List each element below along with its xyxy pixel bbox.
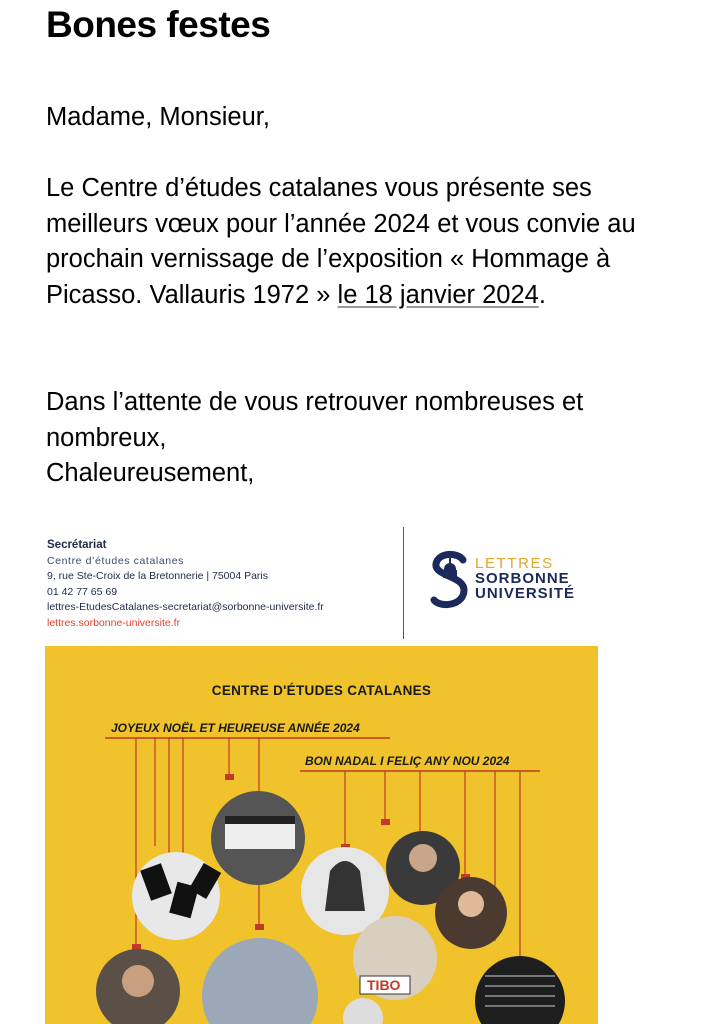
signature-website-link[interactable]: lettres.sorbonne-universite.fr [47,616,181,629]
closing-signoff: Chaleureusement, [46,459,255,487]
card-greeting-ca: BON NADAL I FELIÇ ANY NOU 2024 [305,754,510,768]
salutation [46,100,676,136]
signature-divider [403,527,404,639]
ornament-piano [475,956,565,1024]
ornament-deer [202,938,318,1024]
email-signature [47,538,324,631]
signature-address: 9, rue Ste-Croix de la Bretonnerie | 75004 Paris [47,570,269,582]
ornament-tibo-text: TIBO [367,977,401,993]
logo-line-universite: UNIVERSITÉ [475,585,576,602]
ornament-illustration [45,646,598,1024]
closing-paragraph [46,385,676,492]
logo-line-sorbonne: SORBONNE [475,570,570,587]
card-greeting-fr: JOYEUX NOËL ET HEUREUSE ANNÉE 2024 [111,721,360,735]
logo-line-lettres: LETTRES [475,555,554,572]
sorbonne-logo-icon [430,550,470,612]
salutation-text: Madame, Monsieur, [46,103,270,131]
date-link[interactable]: le 18 janvier 2024 [337,280,539,309]
signature-heading: Secrétariat [47,539,107,551]
email-title: Bones festes [46,4,271,45]
closing-text: Dans l’attente de vous retrouver nombreuses et nombreux, [46,388,584,452]
card-title: CENTRE D'ÉTUDES CATALANES [211,683,432,698]
greeting-card-image [45,646,598,1024]
signature-org: Centre d’études catalanes [47,554,184,567]
signature-phone[interactable]: 01 42 77 65 69 [47,585,118,598]
sorbonne-logo-text [475,556,575,601]
message-text: Le Centre d’études catalanes vous présente ses meilleurs vœux pour l’année 2024 et vous convie au prochain vernissage de l’exposition « Hommage à Picasso. Vallauris 1972 » [46,174,636,309]
message-period: . [538,280,546,309]
signature-email-link[interactable]: lettres-EtudesCatalanes-secretariat@sorbonne-universite.fr [47,601,324,613]
message-paragraph [46,171,676,313]
ornament-portrait-small [343,998,383,1024]
